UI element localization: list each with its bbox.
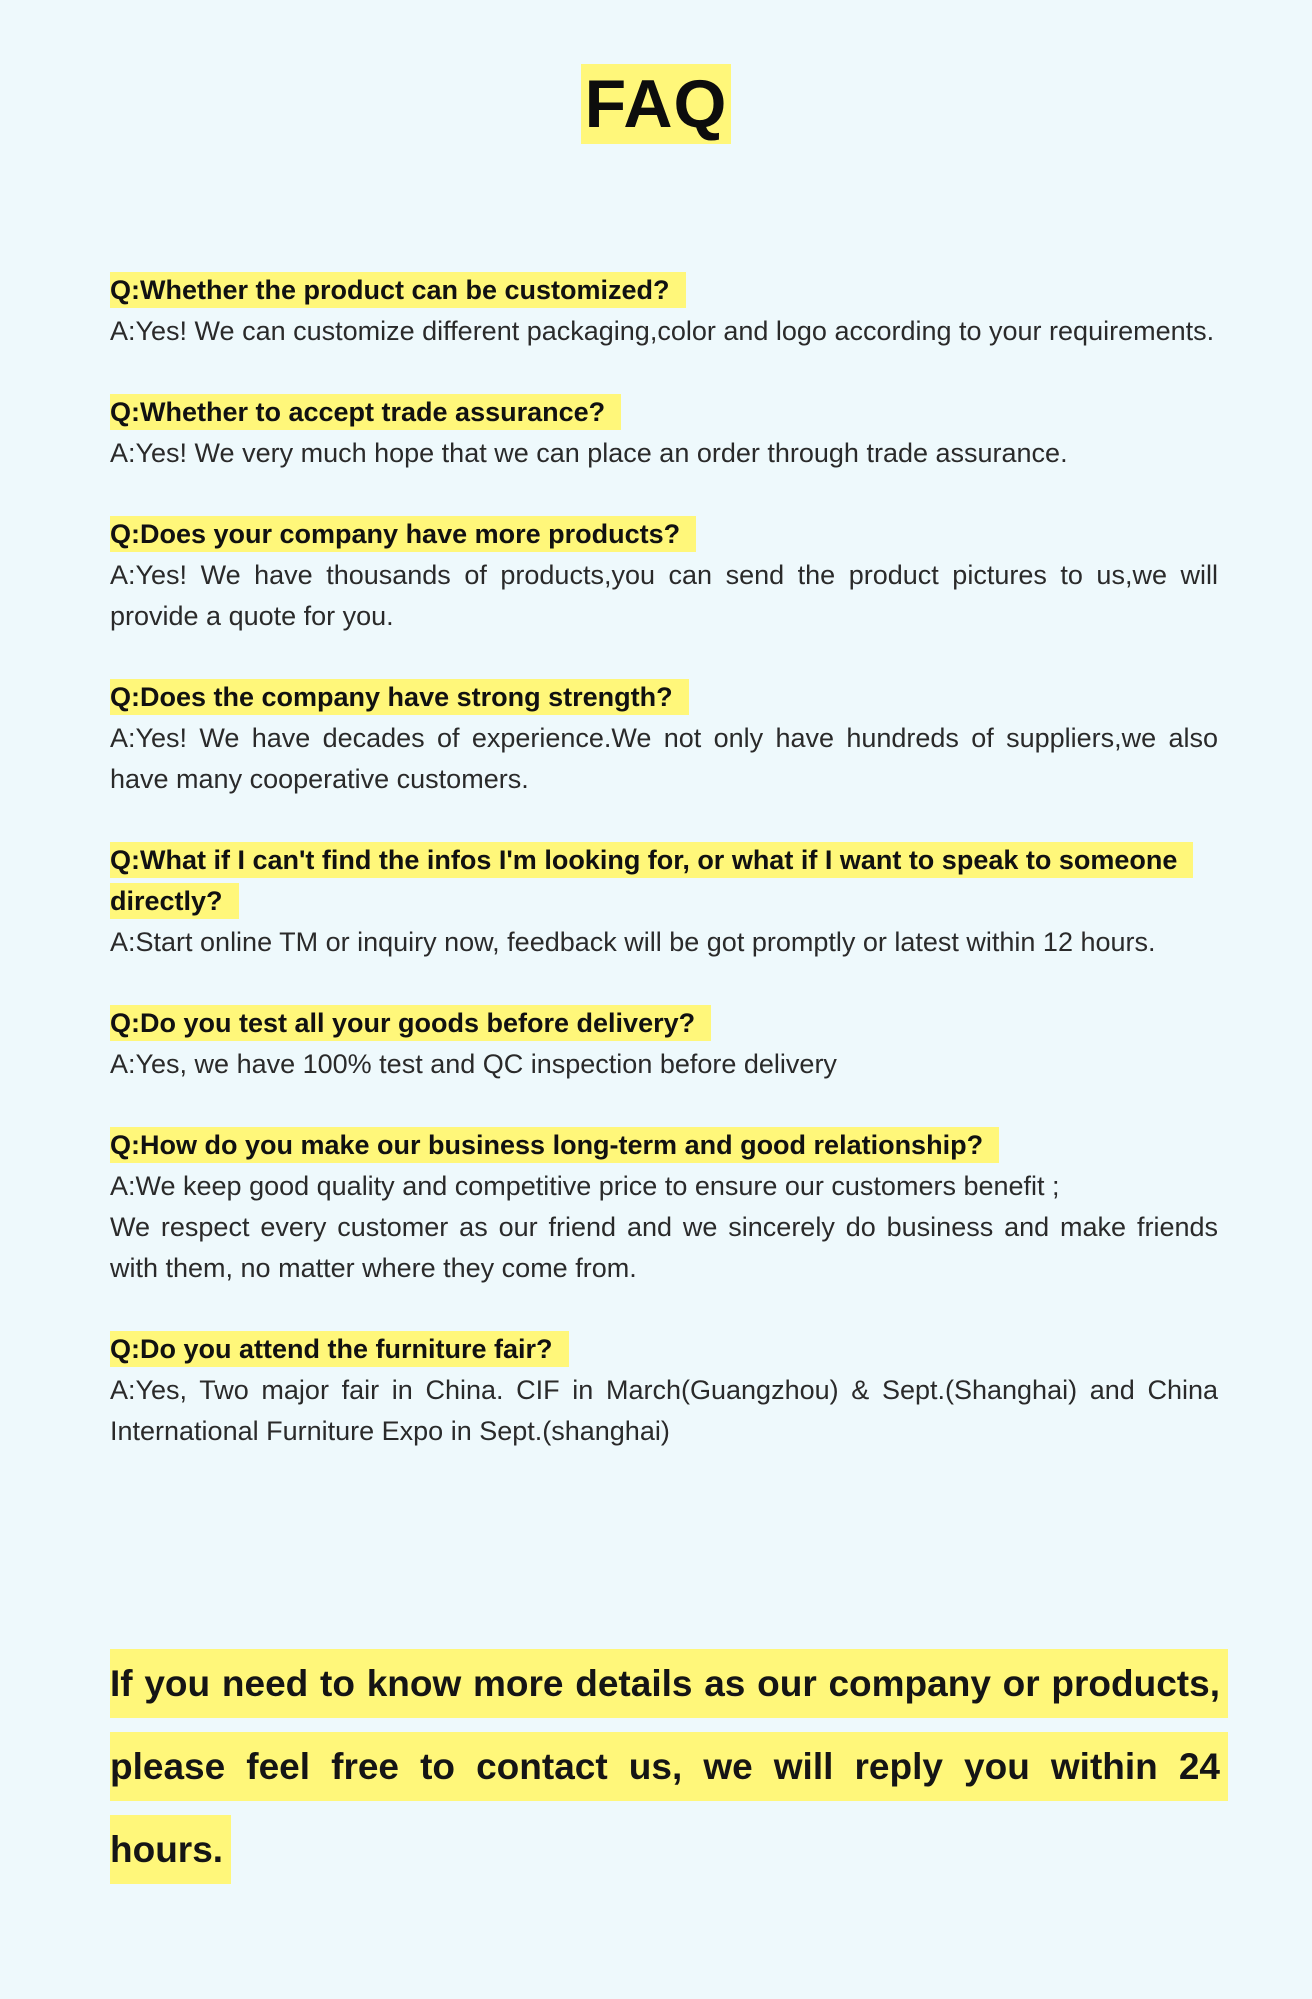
faq-question: Q:Whether to accept trade assurance? [110,392,1218,433]
faq-question: Q:What if I can't find the infos I'm looking for, or what if I want to speak to someone directly? [110,840,1218,922]
faq-question: Q:Whether the product can be customized? [110,270,1218,311]
faq-question: Q:How do you make our business long-term and good relationship? [110,1125,1218,1166]
faq-item [110,677,1218,800]
faq-answer: A:We keep good quality and competitive price to ensure our customers benefit ; We respect every customer as our friend and we sincerely do business and make friends with them, no matter where they come from. [110,1171,1218,1283]
faq-item [110,270,1218,352]
faq-question: Q:Do you test all your goods before delivery? [110,1003,1218,1044]
faq-answer: A:Start online TM or inquiry now, feedback will be got promptly or latest within 12 hours. [110,927,1156,957]
faq-question: Q:Does the company have strong strength? [110,677,1218,718]
faq-list [110,270,1218,1492]
page-title: FAQ [581,64,732,144]
faq-answer: A:Yes, we have 100% test and QC inspection before delivery [110,1049,837,1079]
title-wrap [0,64,1312,144]
faq-answer: A:Yes! We have thousands of products,you can send the product pictures to us,we will provide a quote for you. [110,560,1218,631]
faq-answer: A:Yes! We can customize different packaging,color and logo according to your requirements. [110,316,1215,346]
faq-answer: A:Yes! We have decades of experience.We not only have hundreds of suppliers,we also have many cooperative customers. [110,723,1218,794]
faq-answer: A:Yes! We very much hope that we can place an order through trade assurance. [110,438,1068,468]
faq-item [110,1003,1218,1085]
closing-note: If you need to know more details as our company or products, please feel free to contact us, we will reply you within 24 hours. [110,1642,1228,1891]
faq-item [110,1329,1218,1452]
faq-item [110,514,1218,637]
faq-question: Q:Do you attend the furniture fair? [110,1329,1218,1370]
faq-answer: A:Yes, Two major fair in China. CIF in March(Guangzhou) & Sept.(Shanghai) and China International Furniture Expo in Sept.(shanghai) [110,1375,1218,1446]
faq-item [110,1125,1218,1289]
faq-item [110,840,1218,963]
faq-item [110,392,1218,474]
faq-question: Q:Does your company have more products? [110,514,1218,555]
